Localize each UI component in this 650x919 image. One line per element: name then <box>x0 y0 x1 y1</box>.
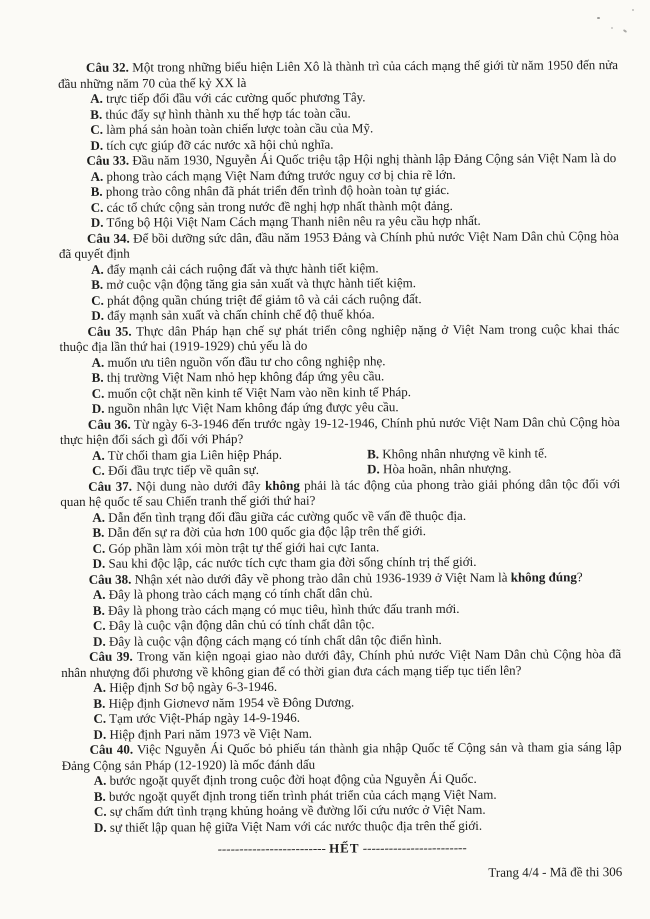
question-block <box>58 57 618 153</box>
option-letter: B. <box>367 445 380 461</box>
answer-option <box>367 445 620 462</box>
question-stem <box>60 476 620 510</box>
option-letter: C. <box>92 617 106 633</box>
option-letter: B. <box>90 183 103 199</box>
option-letter: B. <box>93 695 106 711</box>
option-letter: B. <box>90 106 103 122</box>
option-letter: A. <box>93 772 107 788</box>
question-number: Câu 36. <box>87 416 131 432</box>
option-list <box>61 677 621 742</box>
stem-text: Nhận xét nào dưới đây về phong trào dân chủ 1936-1939 ở Việt Nam là <box>131 569 511 587</box>
question-block <box>61 646 621 742</box>
option-text: sự thiết lập quan hệ giữa Việt Nam với các nước thuộc địa trên thế giới. <box>106 817 483 835</box>
question-stem <box>58 57 618 91</box>
option-letter: B. <box>92 602 105 618</box>
question-stem <box>62 739 622 773</box>
option-text: mở cuộc vận động tăng gia sản xuất và thực hành tiết kiệm. <box>103 275 416 292</box>
stem-emphasis: không <box>265 477 300 493</box>
question-number: Câu 40. <box>89 741 134 757</box>
page-content <box>58 57 622 882</box>
option-text: phát động quần chúng triệt để giảm tô và cải cách ruộng đất. <box>103 290 422 308</box>
question-block <box>58 150 618 230</box>
question-number: Câu 37. <box>88 478 132 494</box>
question-block <box>59 321 619 417</box>
option-letter: D. <box>91 400 105 416</box>
option-text: Không nhân nhượng về kinh tế. <box>378 444 548 461</box>
option-text: Đây là phong trào cách mạng có mục tiêu, hình thức đấu tranh mới. <box>104 600 460 618</box>
option-letter: C. <box>90 199 104 215</box>
option-text: Hòa hoãn, nhân nhượng. <box>379 460 512 477</box>
option-letter: C. <box>93 710 107 726</box>
question-number: Câu 38. <box>88 571 132 587</box>
stem-text: Trong văn kiện ngoại giao nào dưới đây, Chính phủ nước Việt Nam Dân chủ Cộng hòa đã nhân nhượng đối phương về không gian để có thời gian đưa cách mạng tiếp tục tiến lên? <box>61 646 622 680</box>
question-stem <box>61 646 621 680</box>
option-letter: D. <box>90 214 104 230</box>
option-list <box>60 445 620 479</box>
question-number: Câu 33. <box>86 152 130 168</box>
option-letter: A. <box>93 679 106 695</box>
option-letter: A. <box>92 509 106 525</box>
scan-speckle <box>632 9 634 11</box>
option-letter: D. <box>92 555 106 571</box>
stem-text: phải là tác động của phong trào giải phóng dân tộc đối với quan hệ quốc tế sau Chiến tranh thế giới thứ hai? <box>60 475 621 509</box>
option-text: Hiệp định Giơnevơ năm 1954 về Đông Dương. <box>105 693 355 711</box>
option-letter: C. <box>91 385 105 401</box>
option-text: muốn cột chặt nền kinh tế Việt Nam vào nền kinh tế Pháp. <box>104 383 412 401</box>
option-letter: A. <box>91 354 105 370</box>
stem-text: ? <box>576 568 583 584</box>
question-stem <box>58 150 618 168</box>
option-letter: D. <box>93 633 106 649</box>
question-number: Câu 39. <box>89 648 133 664</box>
stem-text: Từ ngày 6-3-1946 đến trước ngày 19-12-1946, Chính phủ nước Việt Nam Dân chủ Cộng hòa thực hiện đối sách gì đối với Pháp? <box>59 413 620 447</box>
option-letter: D. <box>367 461 380 477</box>
option-text: đẩy mạnh sản xuất và chấn chỉnh chế độ thuế khóa. <box>103 306 375 323</box>
option-letter: A. <box>91 261 104 277</box>
option-list <box>61 584 621 649</box>
scan-speckle <box>623 29 627 33</box>
answer-option <box>367 460 620 477</box>
page-footer: Trang 4/4 - Mã đề thi 306 <box>488 863 623 880</box>
question-block <box>60 476 620 572</box>
answer-option <box>60 461 367 478</box>
option-letter: B. <box>91 369 104 385</box>
option-letter: A. <box>92 586 106 602</box>
stem-text: Đầu năm 1930, Nguyễn Ái Quốc triệu tập Hội nghị thành lập Đảng Cộng sản Việt Nam là do <box>129 150 617 168</box>
stem-text: Để bồi dưỡng sức dân, đầu năm 1953 Đảng và Chính phủ nước Việt Nam Dân chủ Cộng hòa đã quyết định <box>58 227 619 261</box>
option-text: bước ngoặt quyết định trong tiến trình phát triển của cách mạng Việt Nam. <box>105 786 497 804</box>
option-text: Đây là cuộc vận động cách mạng có tính chất dân tộc điển hình. <box>105 631 442 649</box>
option-letter: A. <box>90 168 104 184</box>
option-letter: C. <box>92 540 106 556</box>
stem-text: Nội dung nào dưới đây <box>131 477 266 494</box>
option-letter: A. <box>92 447 105 463</box>
option-text: phong trào công nhân đã phát triển đến trình độ hoàn toàn tự giác. <box>102 181 450 199</box>
option-text: Sau khi độc lập, các nước tích cực tham gia đời sống chính trị thế giới. <box>105 553 477 571</box>
option-letter: D. <box>93 819 107 835</box>
option-list <box>59 166 619 231</box>
question-block <box>62 739 622 835</box>
option-list <box>58 88 618 153</box>
option-letter: B. <box>93 788 106 804</box>
option-list <box>60 352 620 417</box>
question-block <box>60 414 620 479</box>
question-stem <box>61 569 621 587</box>
option-text: thúc đẩy sự hình thành xu thế hợp tác toàn cầu. <box>102 104 351 122</box>
stem-emphasis: không đúng <box>510 568 577 585</box>
option-letter: C. <box>90 121 104 137</box>
option-text: Hiệp định Pari năm 1973 về Việt Nam. <box>106 725 313 742</box>
option-text: bước ngoặt quyết định trong cuộc đời hoạt động của Nguyễn Ái Quốc. <box>106 770 477 788</box>
question-number: Câu 34. <box>86 230 130 246</box>
option-text: nguồn nhân lực Việt Nam không đáp ứng được yêu cầu. <box>104 399 399 416</box>
end-marker <box>62 839 622 857</box>
option-list <box>62 770 622 835</box>
option-text: trực tiếp đối đầu với các cường quốc phương Tây. <box>102 89 366 106</box>
option-text: làm phá sản hoàn toàn chiến lược toàn cầu của Mỹ. <box>102 120 374 137</box>
question-block <box>59 228 619 324</box>
option-letter: D. <box>90 137 104 153</box>
end-label: HẾT <box>329 840 360 856</box>
question-number: Câu 35. <box>87 323 132 339</box>
option-text: Góp phần làm xói mòn trật tự thế giới hai cực Ianta. <box>105 538 380 556</box>
option-list <box>60 507 620 572</box>
question-list <box>58 57 622 835</box>
option-text: Từ chối tham gia Liên hiệp Pháp. <box>104 446 282 463</box>
option-text: phong trào cách mạng Việt Nam đứng trước nguy cơ bị chia rẽ lớn. <box>103 166 456 184</box>
option-letter: A. <box>90 90 103 106</box>
option-text: Dẫn đến sự ra đời của hơn 100 quốc gia độc lập trên thế giới. <box>104 523 426 540</box>
question-block <box>61 569 621 649</box>
question-stem <box>60 414 620 448</box>
option-letter: D. <box>93 726 107 742</box>
option-list <box>59 259 619 324</box>
stem-text: Một trong những biểu hiện Liên Xô là thành trì của cách mạng thế giới từ năm 1950 đến nửa đầu những năm 70 của thế kỷ XX là <box>58 57 619 91</box>
option-text: sự chấm dứt tình trạng khủng hoảng về đường lối cứu nước ở Việt Nam. <box>106 801 486 819</box>
question-stem <box>59 321 619 355</box>
option-text: Đây là cuộc vận động dân chủ có tính chất dân tộc. <box>105 616 375 633</box>
stem-text: Thực dân Pháp hạn chế sự phát triển công nghiệp nặng ở Việt Nam trong cuộc khai thác thuộc địa lần thứ hai (1919-1929) chủ yếu là do <box>59 320 620 354</box>
option-text: muốn ưu tiên nguồn vốn đầu tư cho công nghiệp nhẹ. <box>104 352 386 370</box>
option-text: Đối đầu trực tiếp về quân sự. <box>104 461 259 478</box>
option-text: tích cực giúp đỡ các nước xã hội chủ nghĩa. <box>103 136 334 153</box>
end-dashes-right: ------------------------ <box>359 839 467 856</box>
option-letter: D. <box>91 307 105 323</box>
question-stem <box>59 228 619 262</box>
option-text: Dẫn đến tình trạng đối đầu giữa các cường quốc về vấn đề thuộc địa. <box>104 507 467 525</box>
answer-option <box>62 817 622 835</box>
option-text: Tạm ước Việt-Pháp ngày 14-9-1946. <box>106 709 301 726</box>
option-text: thị trường Việt Nam nhỏ hẹp không đáp ứng yêu cầu. <box>103 368 385 385</box>
option-letter: C. <box>92 462 105 478</box>
option-text: Đây là phong trào cách mạng có tính chất dân chủ. <box>105 585 373 602</box>
scan-speckle <box>611 27 613 29</box>
option-text: Hiệp định Sơ bộ ngày 6-3-1946. <box>105 678 278 695</box>
option-letter: C. <box>93 803 107 819</box>
question-number: Câu 32. <box>85 59 129 75</box>
option-text: Tổng bộ Hội Việt Nam Cách mạng Thanh niên nêu ra yêu cầu hợp nhất. <box>103 212 481 230</box>
option-letter: B. <box>91 276 104 292</box>
option-letter: B. <box>92 524 105 540</box>
stem-text: Việc Nguyễn Ái Quốc bỏ phiếu tán thành gia nhập Quốc tế Cộng sản và tham gia sáng lập Đảng Cộng sản Pháp (12-1920) là mốc đánh dấu <box>61 739 622 773</box>
option-text: các tổ chức cộng sản trong nước đề nghị hợp nhất thành một đảng. <box>103 197 453 215</box>
option-letter: C. <box>91 292 104 308</box>
scan-speckle <box>597 17 600 19</box>
end-dashes-left: ------------------------- <box>217 840 330 857</box>
answer-option <box>60 446 367 463</box>
option-text: đẩy mạnh cải cách ruộng đất và thực hành tiết kiệm. <box>103 259 379 277</box>
